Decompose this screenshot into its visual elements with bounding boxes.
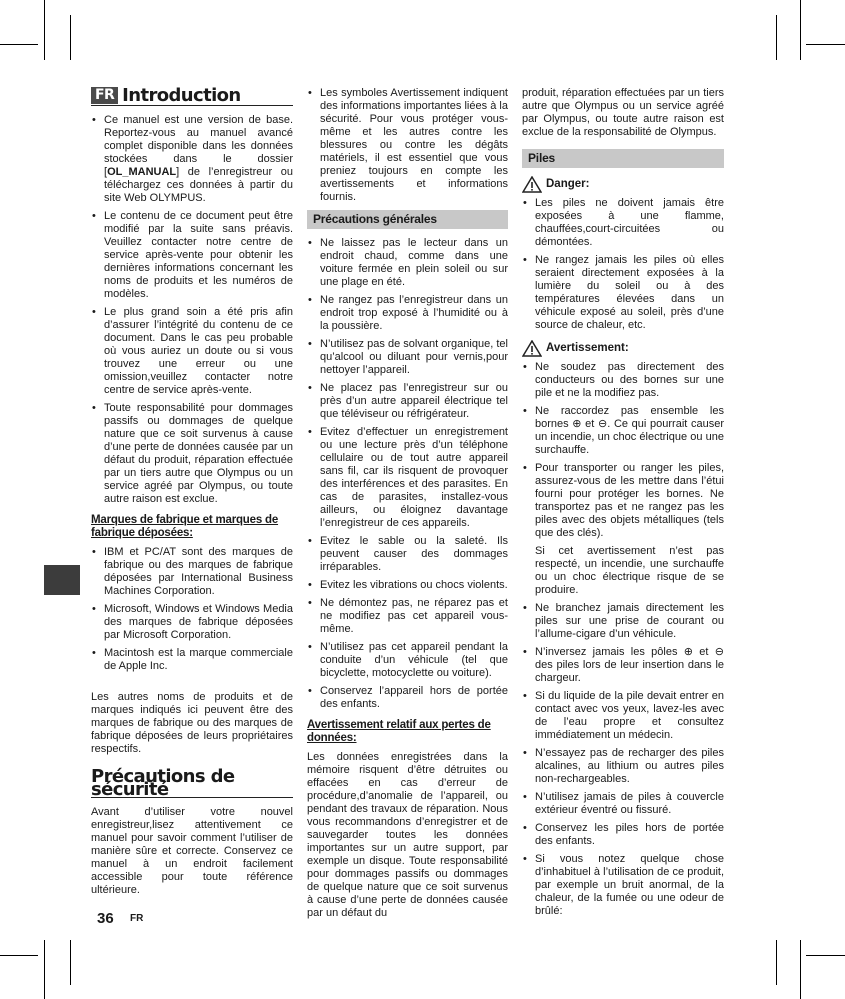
warning-label-text: Avertissement: bbox=[546, 342, 629, 354]
list-item: • Ne laissez pas le lecteur dans un endroit chaud, comme dans une voiture fermée en plein soleil ou sur une plage en été. bbox=[307, 237, 508, 289]
crop-mark bbox=[44, 940, 45, 999]
column-2 bbox=[307, 87, 508, 925]
warning-symbols-list bbox=[307, 87, 508, 204]
list-item: • Si du liquide de la pile devait entrer en contact avec vos yeux, lavez-les avec de l’eau propre et consultez immédiatement un médecin. bbox=[522, 690, 724, 742]
list-item: • N’utilisez jamais de piles à couvercle extérieur éventré ou fissuré. bbox=[522, 791, 724, 817]
other-names-paragraph: Les autres noms de produits et de marques indiqués ici peuvent être des marques de fabrique ou des marques de fabrique déposées de leurs propriétaires respectifs. bbox=[91, 691, 293, 755]
page-title bbox=[91, 87, 293, 106]
list-item: • Ne raccordez pas ensemble les bornes ⊕ et ⊖. Ce qui pourrait causer un incendie, un choc électrique ou une surchauffe. bbox=[522, 405, 724, 457]
warning-label bbox=[522, 340, 724, 357]
list-item: • Toute responsabilité pour dommages passifs ou dommages de quelque nature que ce soit survenus à cause d’une perte de données causée par un défaut du produit, réparation effectuée par un tiers autre que Olympus ou un service agréé par Olympus, ou toute autre raison est exclue. bbox=[91, 402, 293, 506]
warning-triangle-icon bbox=[522, 340, 542, 357]
crop-mark bbox=[800, 0, 801, 60]
crop-mark bbox=[44, 0, 45, 60]
list-item: • Ne rangez jamais les piles où elles seraient directement exposées à la lumière du soleil ou à des températures élevées dans un véhicule exposé au soleil, près d’une source de chaleur, etc. bbox=[522, 254, 724, 332]
list-item: • Les piles ne doivent jamais être exposées à une flamme, chauffées,court-circuitées ou démontées. bbox=[522, 197, 724, 249]
list-item: • N’utilisez pas cet appareil pendant la conduite d’un véhicule (tel que bicyclette, motocyclette ou voiture). bbox=[307, 641, 508, 680]
list-item: • N’utilisez pas de solvant organique, tel qu’alcool ou diluant pour vernis,pour nettoyer l’appareil. bbox=[307, 338, 508, 377]
crop-mark bbox=[70, 940, 71, 985]
list-item: • Ne rangez pas l’enregistreur dans un endroit trop exposé à l’humidité ou à la poussière. bbox=[307, 294, 508, 333]
data-loss-continued: produit, réparation effectuées par un tiers autre que Olympus ou un service agréé par Olympus, ou toute autre raison est exclue de la responsabilité de Olympus. bbox=[522, 87, 724, 138]
list-item: • Ce manuel est une version de base. Reportez-vous au manuel avancé complet disponible dans les données stockées dans le dossier [OL_MANUAL] de l’enregistreur ou téléchargez ces données à partir du site Web OLYMPUS. bbox=[91, 114, 293, 205]
list-item: • Le contenu de ce document peut être modifié par la suite sans préavis. Veuillez contacter notre centre de service après-vente pour obtenir les dernières informations concernant les noms de produits et les numéros de modèles. bbox=[91, 210, 293, 301]
warning-list-b bbox=[522, 602, 724, 918]
list-item: • IBM et PC/AT sont des marques de fabrique ou des marques de fabrique déposées par International Business Machines Corporation. bbox=[91, 546, 293, 598]
crop-mark bbox=[800, 940, 801, 999]
list-item: • N’inversez jamais les pôles ⊕ et ⊖ des piles lors de leur insertion dans le chargeur. bbox=[522, 646, 724, 685]
warning-list-a bbox=[522, 361, 724, 540]
general-precautions-list bbox=[307, 237, 508, 711]
list-item: • Ne branchez jamais directement les piles sur une prise de courant ou l’allume-cigare d’un véhicule. bbox=[522, 602, 724, 641]
list-item: • Ne soudez pas directement des conducteurs ou des bornes sur une pile et ne la modifiez pas. bbox=[522, 361, 724, 400]
side-tab-marker bbox=[44, 565, 80, 595]
general-precautions-heading: Précautions générales bbox=[307, 210, 508, 229]
safety-intro: Avant d’utiliser votre nouvel enregistreur,lisez attentivement ce manuel pour savoir comment l’utiliser de manière sûre et correcte. Conservez ce manuel à un endroit facilement accessible pour toute référence ultérieure. bbox=[91, 806, 293, 896]
list-item: • Les symboles Avertissement indiquent des informations importantes liées à la sécurité. Pour vous protéger vous-même et les autres contre les blessures ou contre les dégâts matériels, il est essentiel que vous preniez toujours en compte les avertissements et informations fournis. bbox=[307, 87, 508, 204]
list-item: • Evitez d’effectuer un enregistrement ou une lecture près d’un téléphone cellulaire ou de tout autre appareil sans fil, car ils risquent de provoquer des interférences et des parasites. En cas de parasites, installez-vous ailleurs, ou éloignez davantage l’enregistreur de ces appareils. bbox=[307, 426, 508, 530]
trademarks-list bbox=[91, 546, 293, 673]
list-item: • Microsoft, Windows et Windows Media des marques de fabrique déposées par Microsoft Corporation. bbox=[91, 603, 293, 642]
language-badge: FR bbox=[91, 87, 118, 104]
introduction-title: Introduction bbox=[122, 85, 241, 106]
danger-label bbox=[522, 176, 724, 193]
list-item: • Pour transporter ou ranger les piles, assurez-vous de les mettre dans l’étui fourni pour protéger les bornes. Ne transportez pas et ne rangez pas les piles avec des objets métalliques (tels que des clés). bbox=[522, 462, 724, 540]
list-item: • Evitez le sable ou la saleté. Ils peuvent causer des dommages irréparables. bbox=[307, 535, 508, 574]
crop-mark bbox=[70, 15, 71, 60]
list-item: • Ne placez pas l’enregistreur sur ou près d’un autre appareil électrique tel que téléviseur ou réfrigérateur. bbox=[307, 382, 508, 421]
data-loss-heading: Avertissement relatif aux pertes de données: bbox=[307, 719, 491, 744]
warning-note: Si cet avertissement n’est pas respecté, un incendie, une surchauffe ou un choc électrique risque de se produire. bbox=[535, 545, 724, 596]
crop-mark bbox=[806, 955, 845, 956]
list-item: • N’essayez pas de recharger des piles alcalines, au lithium ou autres piles non-rechargeables. bbox=[522, 747, 724, 786]
crop-mark bbox=[776, 15, 777, 60]
footer-language: FR bbox=[130, 913, 144, 924]
crop-mark bbox=[776, 940, 777, 985]
list-item: • Evitez les vibrations ou chocs violents. bbox=[307, 579, 508, 592]
crop-mark bbox=[0, 955, 38, 956]
trademarks-heading: Marques de fabrique et marques de fabrique déposées: bbox=[91, 514, 279, 539]
list-item: • Conservez les piles hors de portée des enfants. bbox=[522, 822, 724, 848]
batteries-heading: Piles bbox=[522, 149, 724, 168]
column-3 bbox=[522, 87, 724, 923]
crop-mark bbox=[806, 44, 845, 45]
list-item: • Si vous notez quelque chose d’inhabituel à l’utilisation de ce produit, par exemple un bruit anormal, de la chaleur, de la fumée ou une odeur de brûlé: bbox=[522, 853, 724, 918]
column-1 bbox=[91, 87, 293, 902]
list-item: • Ne démontez pas, ne réparez pas et ne modifiez pas cet appareil vous-même. bbox=[307, 597, 508, 636]
list-item: • Le plus grand soin a été pris afin d’assurer l’intégrité du contenu de ce document. Dans le cas peu probable où vous auriez un doute ou si vous trouvez une erreur ou une omission,veuillez contacter notre centre de service après-vente. bbox=[91, 306, 293, 397]
page-number: 36 bbox=[97, 910, 114, 927]
danger-list bbox=[522, 197, 724, 332]
crop-mark bbox=[0, 44, 38, 45]
safety-title: Précautions de sécurité bbox=[91, 770, 293, 798]
warning-triangle-icon bbox=[522, 176, 542, 193]
list-item: • Macintosh est la marque commerciale de Apple Inc. bbox=[91, 647, 293, 673]
data-loss-text: Les données enregistrées dans la mémoire risquent d’être détruites ou effacées en cas d’erreur de procédure,d’anomalie de l’appareil, ou pendant des travaux de réparation. Nous vous recommandons d’enregistrer et de sauvegarder toutes les données importantes sur un autre support, par exemple un disque. Toute responsabilité pour dommages passifs ou dommages de quelque nature que ce soit survenus à cause d’une perte de données causée par un défaut du bbox=[307, 751, 508, 919]
danger-label-text: Danger: bbox=[546, 178, 590, 190]
list-item: • Conservez l’appareil hors de portée des enfants. bbox=[307, 685, 508, 711]
intro-list bbox=[91, 114, 293, 506]
